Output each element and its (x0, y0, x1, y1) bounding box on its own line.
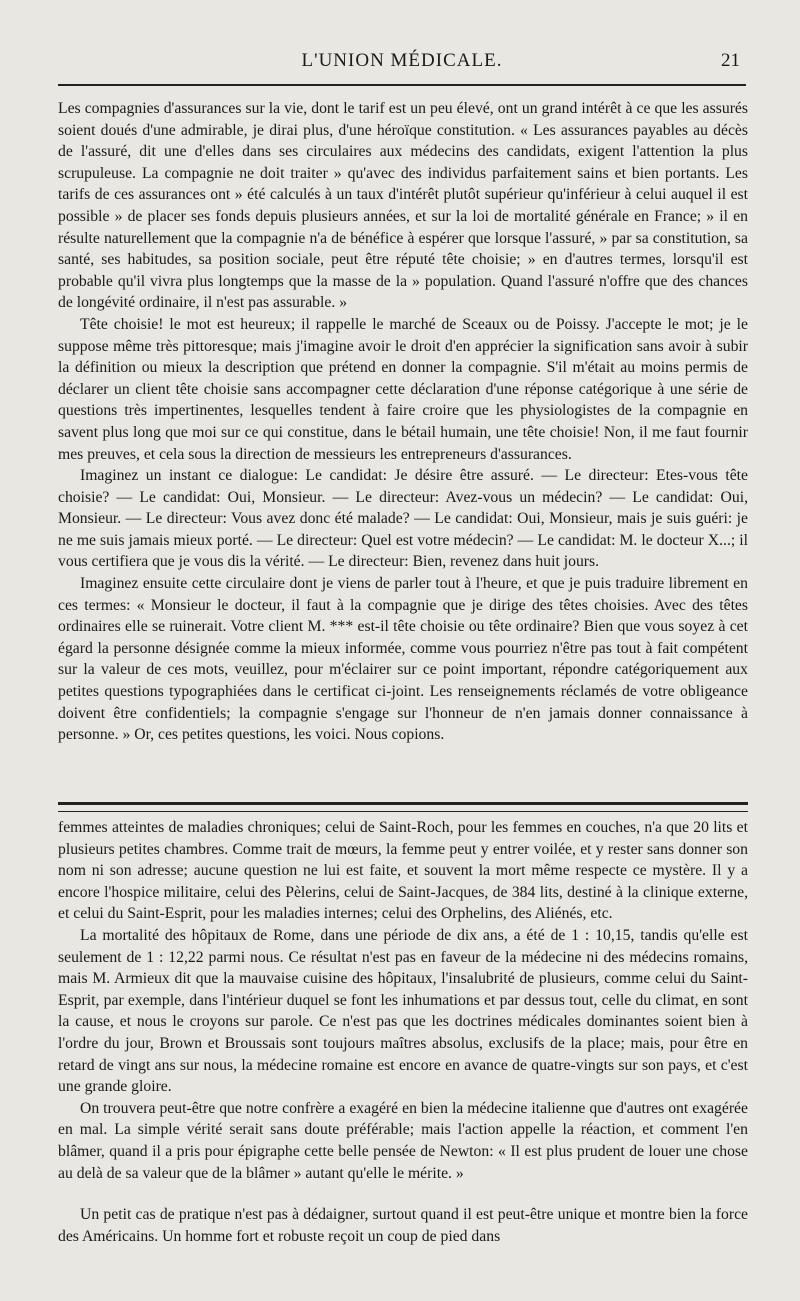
paragraph: On trouvera peut-être que notre confrère a exagéré en bien la médecine italienne que d'autres ont exagérée en mal. La simple vérité serait sans doute préférable; mais l'action appelle la réaction, et comment l'en blâmer, quand il a pris pour épigraphe cette belle pensée de Newton: « Il est plus prudent de louer une chose au delà de sa valeur que de la blâmer » autant qu'elle le mérite. » (58, 1099, 748, 1182)
paragraph: Tête choisie! le mot est heureux; il rappelle le marché de Sceaux ou de Poissy. J'accepte le mot; je le suppose même très pittoresque; mais j'imagine avoir le droit d'en apprécier la signification sans avoir à subir la définition ou mieux la description que prétend en donner la compagnie. S'il m'était au moins permis de déclarer un client tête choisie sans accompagner cette déclaration d'une réponse catégorique à une série de questions très impertinentes, lesquelles tendent à faire croire que les physiologistes de la compagnie en savent plus long que moi sur ce qui constitue, dans le bétail humain, une tête choisie! Non, il me faut fournir mes preuves, et cela sous la direction de messieurs les entrepreneurs d'assurances. (58, 315, 748, 463)
section-separator (58, 802, 748, 812)
paragraph: Imaginez ensuite cette circulaire dont je viens de parler tout à l'heure, et que je puis traduire librement en ces termes: « Monsieur le docteur, il faut à la compagnie que je dirige des têtes choisies. Avec des têtes ordinaires elle se ruinerait. Votre client M. *** est-il tête choisie ou tête ordinaire? Bien que vous soyez à cet égard la personne désignée comme la mieux informée, comme vous pourriez n'être pas tout à fait compétent sur la valeur de ces mots, veuillez, pour m'éclairer sur ce point important, répondre catégoriquement aux petites questions typographiées dans le certificat ci-joint. Les renseignements réclamés de votre obligeance doivent être confidentiels; la compagnie s'engage sur l'honneur de n'en jamais donner connaissance à personne. » Or, ces petites questions, les voici. Nous copions. (58, 575, 748, 744)
paragraph: La mortalité des hôpitaux de Rome, dans une période de dix ans, a été de 1 : 10,15, tandis qu'elle est seulement de 1 : 12,22 parmi nous. Ce résultat n'est pas en faveur de la médecine ni des médecins romains, mais M. Armieux dit que la mauvaise cuisine des hôpitaux, l'insalubrité de plusieurs, comme celui du Saint-Esprit, par exemple, dans l'intérieur duquel se font les inhumations et par dessus tout, celle du climat, en sont la cause, et nous le croyons sur parole. Ce n'est pas que les doctrines médicales dominantes soient bien à l'ordre du jour, Brown et Broussais sont toujours maîtres absolus, exclusifs de la place; mais, pour être en retard de vingt ans sur nous, la médecine romaine est encore en avance de quatre-vingts sur son pays, et c'est une grande gloire. (58, 926, 748, 1096)
upper-text-column (58, 98, 748, 746)
lower-text-column (58, 817, 748, 1247)
paragraph: Un petit cas de pratique n'est pas à dédaigner, surtout quand il est peut-être unique et montre bien la force des Américains. Un homme fort et robuste reçoit un coup de pied dans (58, 1206, 748, 1245)
page-number: 21 (721, 50, 740, 71)
paragraph: Imaginez un instant ce dialogue: Le candidat: Je désire être assuré. — Le directeur: Etes-vous tête choisie? — Le candidat: Oui, Monsieur. — Le directeur: Avez-vous un médecin? — Le candidat: Oui, Monsieur. — Le directeur: Vous avez donc été malade? — Le candidat: Oui, Monsieur, mais je suis guéri: je ne me suis jamais mieux porté. — Le directeur: Quel est votre médecin? — Le candidat: M. le docteur X...; il vous certifiera que je vous dis la vérité. — Le directeur: Bien, revenez dans huit jours. (58, 467, 748, 571)
paragraph: femmes atteintes de maladies chroniques; celui de Saint-Roch, pour les femmes en couches, n'a que 20 lits et plusieurs petites chambres. Comme trait de mœurs, la femme peut y entrer voilée, et y rester sans donner son nom ni son adresse; aucune question ne lui est faite, et souvent la mort même respecte ce mystère. Il y a encore l'hospice militaire, celui des Pèlerins, celui de Saint-Jacques, de 384 lits, destiné à la clinique externe, et celui du Saint-Esprit, pour les maladies internes; celui des Orphelins, des Aliénés, etc. (58, 819, 748, 923)
running-title: L'UNION MÉDICALE. (301, 50, 503, 71)
header-rule (58, 84, 746, 86)
paragraph: Les compagnies d'assurances sur la vie, dont le tarif est un peu élevé, ont un grand intérêt à ce que les assurés soient doués d'une admirable, je dirai plus, d'une héroïque constitution. « Les assurances payables au décès de l'assuré, dit une d'elles dans ses circulaires aux médecins des candidats, exigent l'attention la plus scrupuleuse. La compagnie ne doit traiter » qu'avec des individus parfaitement sains et bien portants. Les tarifs de ces assurances ont » été calculés à un taux d'intérêt plutôt supérieur qu'inférieur à celui auquel il est possible » de placer ses fonds depuis plusieurs années, et sur la loi de mortalité générale en France; » il en résulte naturellement que la compagnie n'a de bénéfice à espérer que lorsque l'assuré, » par sa constitution, sa santé, ses habitudes, sa position sociale, peut être réputé tête choisie; » en d'autres termes, lorsqu'il est probable qu'il vivra plus longtemps que la masse de la » population. Quand l'assuré n'offre que des chances de longévité ordinaire, il n'est pas assurable. » (58, 100, 748, 312)
page-header (58, 50, 746, 78)
